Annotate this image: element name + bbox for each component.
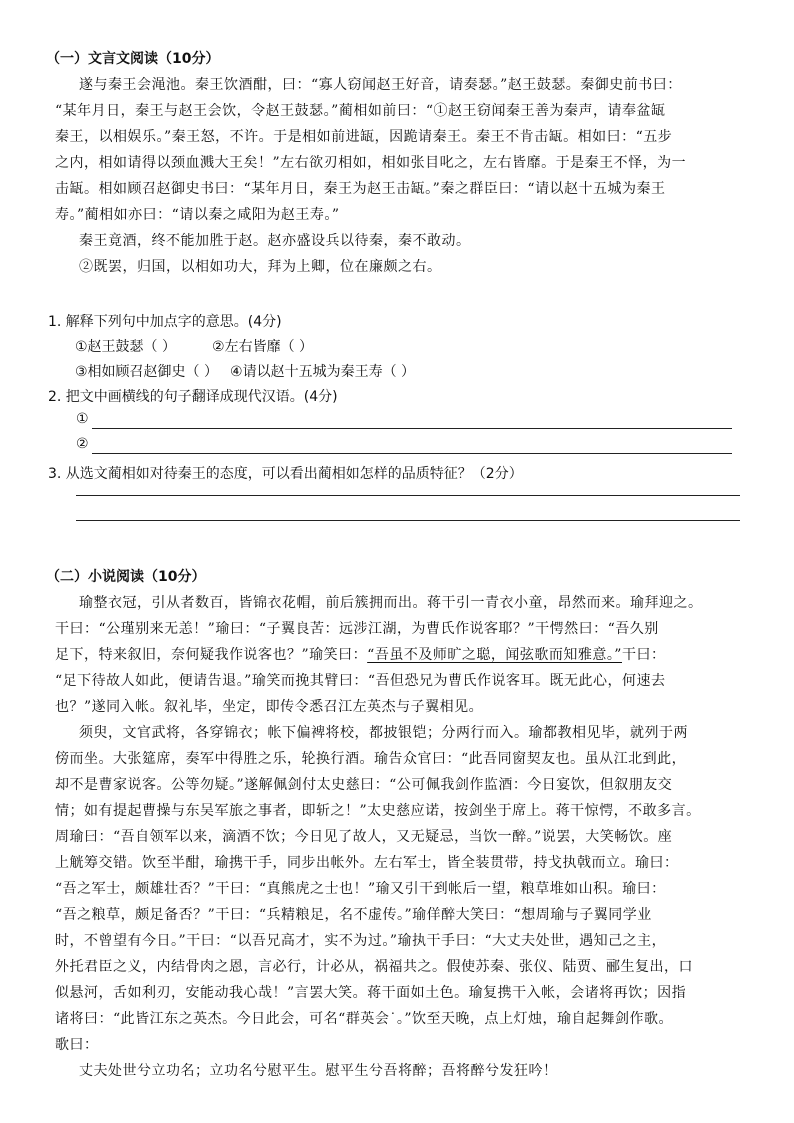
section1-passage: [55, 72, 745, 280]
passage-line: 须臾，文官武将，各穿锦衣；帐下偏裨将校，都披银铠；分两行而入。瑜都教相见毕，就列于两: [79, 725, 688, 741]
passage-line: 上觥筹交错。饮至半酣，瑜携干手，同步出帐外。左右军士，皆全装贯带，持戈执戟而立。瑜曰：: [55, 855, 679, 871]
passage-line: 却不是曹家说客。公等勿疑。”遂解佩剑付太史慈曰：“公可佩我剑作监酒：今日宴饮，但叙朋友交: [55, 777, 673, 793]
passage-text: 足下，特来叙旧，奈何疑我作说客也？”瑜笑曰：: [55, 647, 368, 663]
passage-line: “某年月日，秦王与赵王会饮，令赵王鼓瑟。”蔺相如前曰：“①赵王窃闻秦王善为秦声，请奉盆缻: [55, 103, 666, 119]
passage-line: 秦王竟酒，终不能加胜于赵。赵亦盛设兵以待秦，秦不敢动。: [79, 233, 471, 249]
passage-line: ②既罢，归国，以相如功大，拜为上卿，位在廉颇之右。: [79, 259, 442, 275]
question-2: 2. 把文中画横线的句子翻译成现代汉语。(4分): [48, 389, 338, 405]
passage-line: “吾之粮草，颇足备否？”干曰：“兵精粮足，名不虚传。”瑜佯醉大笑曰：“想周瑜与子翼同学业: [55, 907, 652, 923]
question-1c: ③相如顾召赵御史（ ）: [75, 364, 219, 380]
question-3: 3. 从选文蔺相如对待秦王的态度，可以看出蔺相如怎样的品质特征？（2分）: [48, 466, 523, 482]
section2-passage: [55, 590, 745, 1084]
question-1b: ②左右皆靡（ ）: [212, 339, 314, 355]
passage-line: “吾之军士，颇雄壮否？”干曰：“真熊虎之士也！”瑜又引干到帐后一望，粮草堆如山积。瑜曰：: [55, 881, 666, 897]
passage-text: 干曰：: [621, 647, 666, 663]
section2-heading: （二）小说阅读（10分）: [46, 569, 206, 585]
passage-line: 之内，相如请得以颈血溅大王矣！”左右欲刃相如，相如张目叱之，左右皆靡。于是秦王不怿，为一: [55, 155, 687, 171]
passage-line: 击缻。相如顾召赵御史书曰：“某年月日，秦王为赵王击缻。”秦之群臣曰：“请以赵十五城为秦王: [55, 181, 666, 197]
passage-line: 外托君臣之义，内结骨肉之恩，言必行，计必从，祸福共之。假使苏秦、张仪、陆贾、郦生复出，口: [55, 959, 693, 975]
passage-line: 歌曰：: [55, 1037, 99, 1053]
passage-line: “足下待故人如此，便请告退。”瑜笑而挽其臂曰：“吾但恐兄为曹氏作说客耳。既无此心，何速去: [55, 673, 666, 689]
answer-3-line-2[interactable]: [76, 520, 740, 521]
passage-line: 丈夫处世兮立功名；立功名兮慰平生。慰平生兮吾将醉；吾将醉兮发狂吟！: [79, 1063, 558, 1079]
question-1a: ①赵王鼓瑟（ ）: [75, 339, 177, 355]
question-1-items-row1: [75, 336, 313, 356]
answer-2a-line[interactable]: [92, 428, 732, 429]
passage-line: 秦王，以相娱乐。”秦王怒，不许。于是相如前进缻，因跪请秦王。秦王不肯击缻。相如曰：“五步: [55, 129, 673, 145]
section1-heading: （一）文言文阅读（10分）: [46, 51, 220, 67]
underlined-sentence: “吾虽不及师旷之聪，闻弦歌而知雅意。”: [367, 647, 622, 663]
passage-line: 瑜整衣冠，引从者数百，皆锦衣花帽，前后簇拥而出。蒋干引一青衣小童，昂然而来。瑜拜迎之。: [79, 595, 703, 611]
question-1-items-row2: [75, 361, 415, 381]
passage-line: 时，不曾望有今日。”干曰：“以吾兄高才，实不为过。”瑜执干手曰：“大丈夫处世，遇知己之主，: [55, 933, 667, 949]
passage-line: 也？”遂同入帐。叙礼毕，坐定，即传令悉召江左英杰与子翼相见。: [55, 699, 484, 715]
question-1: 1. 解释下列句中加点字的意思。(4分): [48, 314, 282, 330]
passage-line: 周瑜曰：“吾自领军以来，滴酒不饮；今日见了故人，又无疑忌，当饮一醉。”说罢，大笑畅饮。座: [55, 829, 673, 845]
passage-line: 似悬河，舌如利刃，安能动我心哉！”言罢大笑。蒋干面如土色。瑜复携干入帐，会诸将再饮；因指: [55, 985, 687, 1001]
passage-line: [55, 642, 745, 668]
passage-line: 傍而坐。大张筵席，奏军中得胜之乐，轮换行酒。瑜告众官曰：“此吾同窗契友也。虽从江北到此，: [55, 751, 687, 767]
passage-line: 遂与秦王会渑池。秦王饮酒酣，曰：“寡人窃闻赵王好音，请奏瑟。”赵王鼓瑟。秦御史前书曰：: [79, 77, 682, 93]
answer-2b-line[interactable]: [92, 453, 732, 454]
passage-line: 寿。”蔺相如亦曰：“请以秦之咸阳为赵王寿。”: [55, 207, 340, 223]
passage-line: 诸将曰：“此皆江东之英杰。今日此会，可名“群英会˙。”饮至天晚，点上灯烛，瑜自起舞剑作歌。: [55, 1011, 673, 1027]
passage-line: 干曰：“公瑾别来无恙！”瑜曰：“子翼良苦：远涉江湖，为曹氏作说客耶？”干愕然曰：“吾久别: [55, 621, 659, 637]
question-1d: ④请以赵十五城为秦王寿（ ）: [230, 364, 416, 380]
answer-2a-marker: ①: [76, 411, 89, 427]
answer-3-line-1[interactable]: [76, 495, 740, 496]
passage-line: 情；如有提起曹操与东吴军旅之事者，即斩之！”太史慈应诺，按剑坐于席上。蒋干惊愕，不敢多言。: [55, 803, 701, 819]
answer-2b-marker: ②: [76, 436, 89, 452]
